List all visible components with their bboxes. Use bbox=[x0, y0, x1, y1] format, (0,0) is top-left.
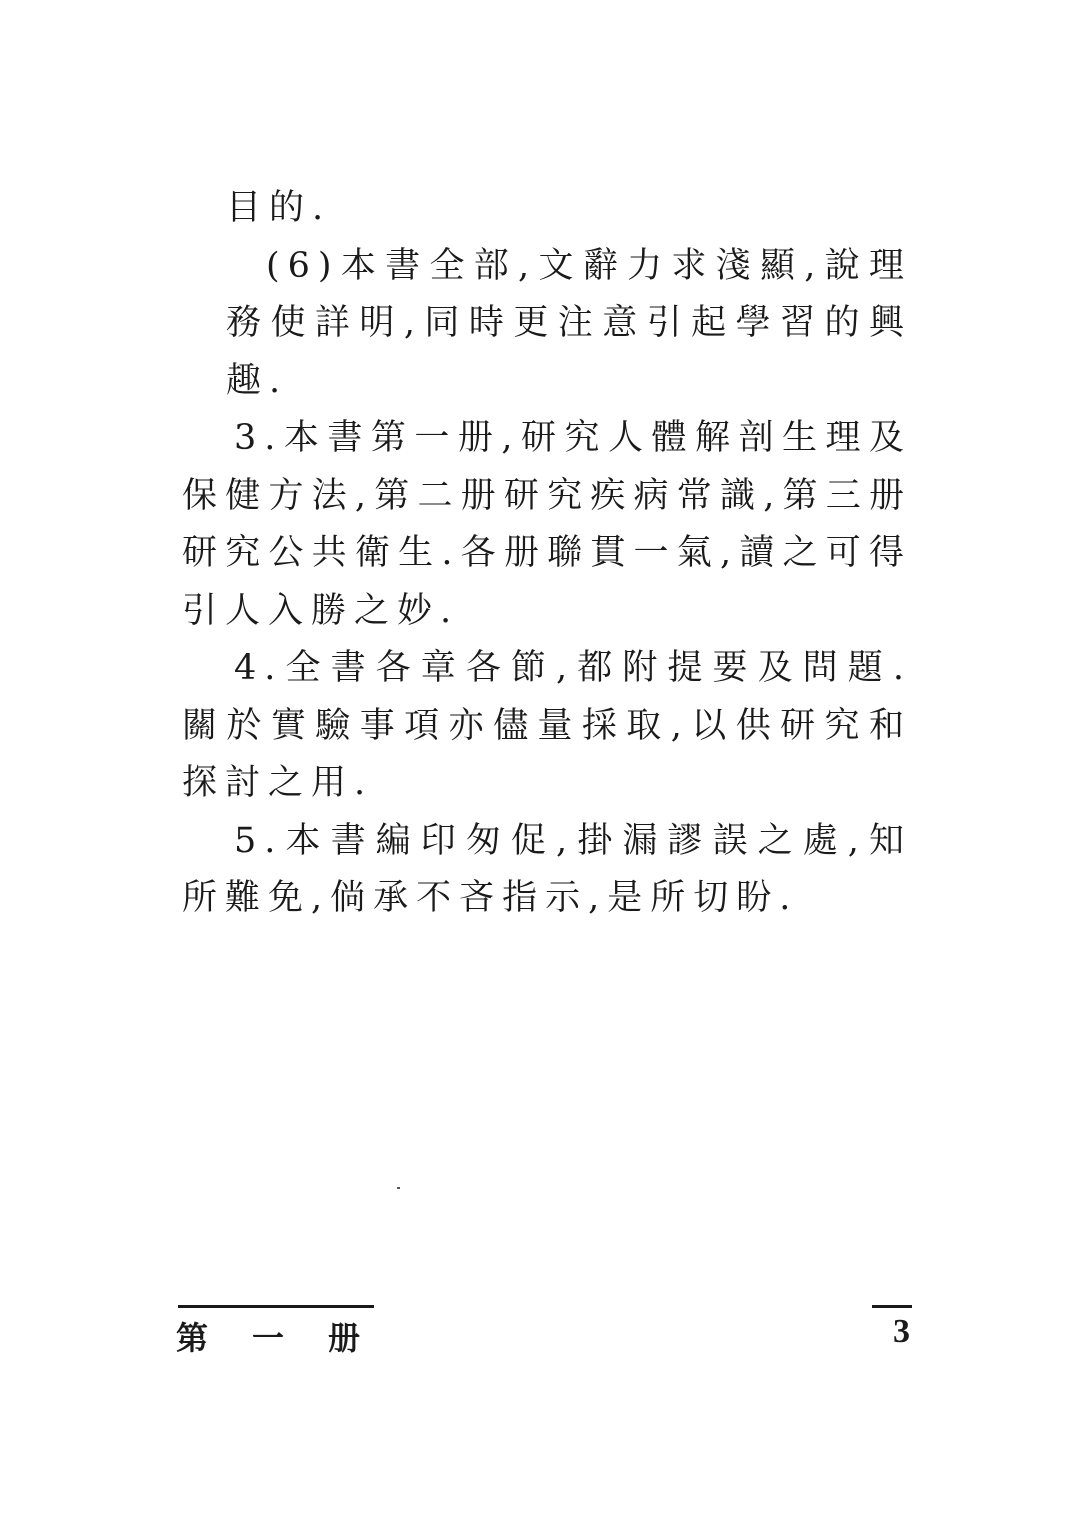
footer-rule-right bbox=[872, 1305, 912, 1308]
paragraph-item-4: 4.全書各章各節,都附提要及問題.關於實驗事項亦儘量採取,以供研究和探討之用. bbox=[182, 648, 912, 803]
volume-label: 第一册 bbox=[176, 1319, 405, 1357]
paragraph-item-6: (6)本書全部,文辭力求淺顯,說理務使詳明,同時更注意引起學習的興趣. bbox=[226, 245, 912, 401]
body-text bbox=[182, 180, 912, 928]
page-number: 3 bbox=[893, 1313, 910, 1350]
paragraph-continuation: 目的. bbox=[226, 188, 332, 228]
paragraph-item-5: 5.本書編印匆促,掛漏謬誤之處,知所難免,倘承不吝指示,是所切盼. bbox=[182, 820, 912, 918]
print-speck bbox=[397, 1187, 400, 1189]
footer-rule-left bbox=[178, 1305, 374, 1308]
page-footer bbox=[176, 1305, 916, 1365]
paragraph-item-3: 3.本書第一册,研究人體解剖生理及保健方法,第二册研究疾病常識,第三册研究公共衛生.各册聯貫一氣,讀之可得引人入勝之妙. bbox=[182, 418, 912, 631]
